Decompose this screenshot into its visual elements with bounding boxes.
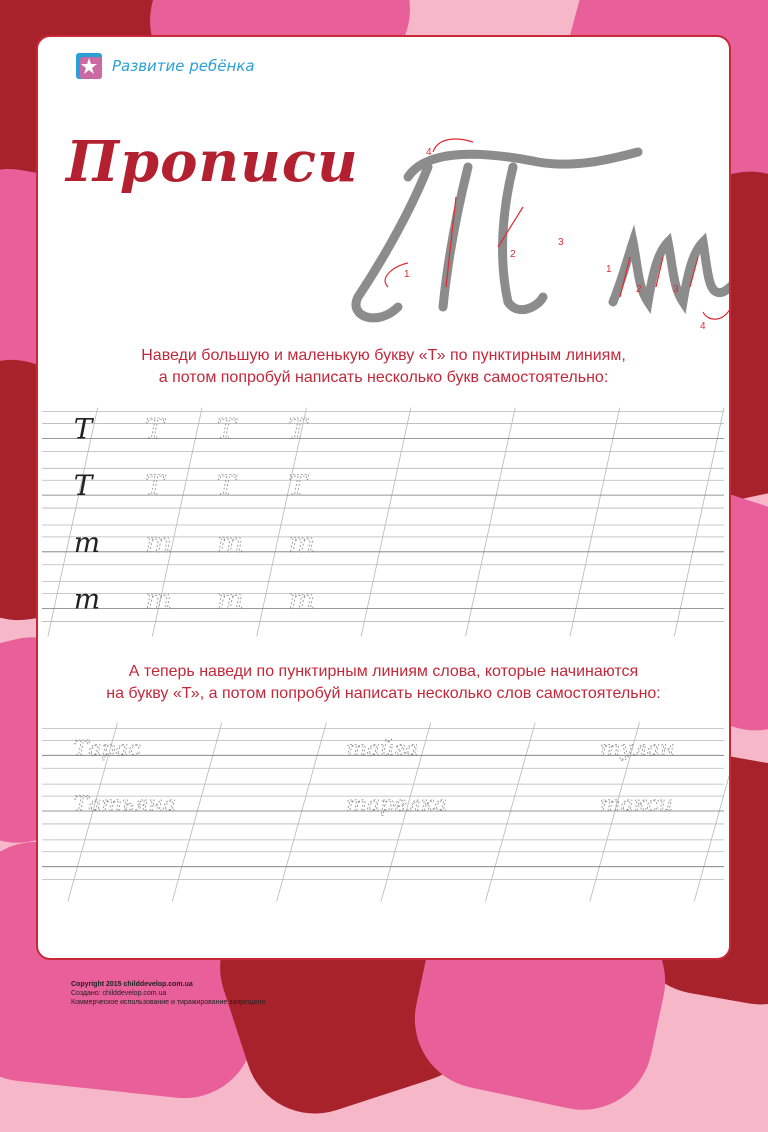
demo-step-label: 2	[636, 284, 642, 295]
demo-step-label: 3	[558, 237, 564, 248]
trace-letter[interactable]: Т	[216, 412, 236, 446]
demo-step-label: 2	[510, 249, 516, 260]
slant-guide	[466, 408, 516, 637]
slant-guide	[570, 408, 620, 637]
brand-name: Развитие ребёнка	[112, 57, 255, 75]
demo-upper-stem-2	[443, 167, 468, 307]
demo-upper-stem-3	[503, 167, 543, 310]
trace-letter[interactable]: т	[145, 582, 172, 616]
demo-upper-top	[408, 152, 638, 177]
trace-letter[interactable]: т	[145, 525, 172, 559]
trace-word[interactable]: тайга	[346, 736, 419, 762]
slant-guide	[277, 723, 327, 902]
footer-notice: Коммерческое использование и тиражирование запрещено	[71, 999, 266, 1006]
model-letter: т	[73, 582, 101, 616]
trace-letter[interactable]: т	[216, 525, 244, 559]
trace-letter[interactable]: т	[288, 525, 315, 559]
demo-step-label: 1	[606, 264, 612, 275]
demo-step-label: 4	[426, 147, 432, 158]
footer-created: Создано: childdevelop.com.ua	[71, 990, 167, 997]
letters-instructions	[38, 345, 729, 389]
footer-copyright: Copyright 2015 childdevelop.com.ua	[71, 981, 193, 988]
demo-step-label: 4	[700, 321, 706, 332]
model-letter: т	[73, 525, 101, 559]
slant-guide	[172, 723, 222, 902]
word-practice-lines	[38, 722, 729, 902]
slant-guide	[694, 723, 729, 902]
words-instructions	[38, 661, 729, 705]
trace-letter[interactable]: Т	[288, 412, 308, 446]
demo-lower-letter	[613, 242, 731, 302]
page-title: Прописи	[66, 129, 359, 195]
demo-step-label: 1	[404, 269, 410, 280]
trace-letter[interactable]: т	[216, 582, 244, 616]
trace-word[interactable]: Тарас	[73, 736, 141, 762]
brand-star-icon	[74, 51, 104, 81]
trace-letter[interactable]: т	[288, 582, 315, 616]
slant-guide	[485, 723, 535, 902]
letter-stroke-demo	[338, 97, 731, 357]
letter-practice-lines	[38, 407, 729, 637]
worksheet-card	[36, 35, 731, 960]
instruction-line: А теперь наведи по пунктирным линиям слова, которые начинаются	[128, 663, 639, 680]
slant-guide	[361, 408, 411, 637]
model-letter: Т	[73, 469, 93, 503]
demo-step-label: 3	[673, 284, 679, 295]
demo-upper-stem-1	[356, 167, 428, 318]
trace-letter[interactable]: Т	[145, 469, 164, 503]
trace-letter[interactable]: Т	[288, 469, 308, 503]
slant-guide	[674, 408, 724, 637]
instruction-line: Наведи большую и маленькую букву «Т» по пунктирным линиям,	[141, 347, 626, 364]
trace-word[interactable]: Татьяна	[73, 792, 176, 818]
trace-word[interactable]: тулан	[599, 736, 675, 762]
model-letter: Т	[73, 412, 93, 446]
trace-letter[interactable]: Т	[216, 469, 236, 503]
brand-logo	[74, 51, 255, 81]
footer	[71, 980, 265, 1007]
instruction-line: на букву «Т», а потом попробуй написать несколько слов самостоятельно:	[106, 685, 661, 702]
trace-letter[interactable]: Т	[145, 412, 164, 446]
trace-word[interactable]: тарелка	[346, 792, 447, 818]
instruction-line: а потом попробуй написать несколько букв самостоятельно:	[158, 369, 609, 386]
trace-word[interactable]: такси	[599, 792, 673, 818]
